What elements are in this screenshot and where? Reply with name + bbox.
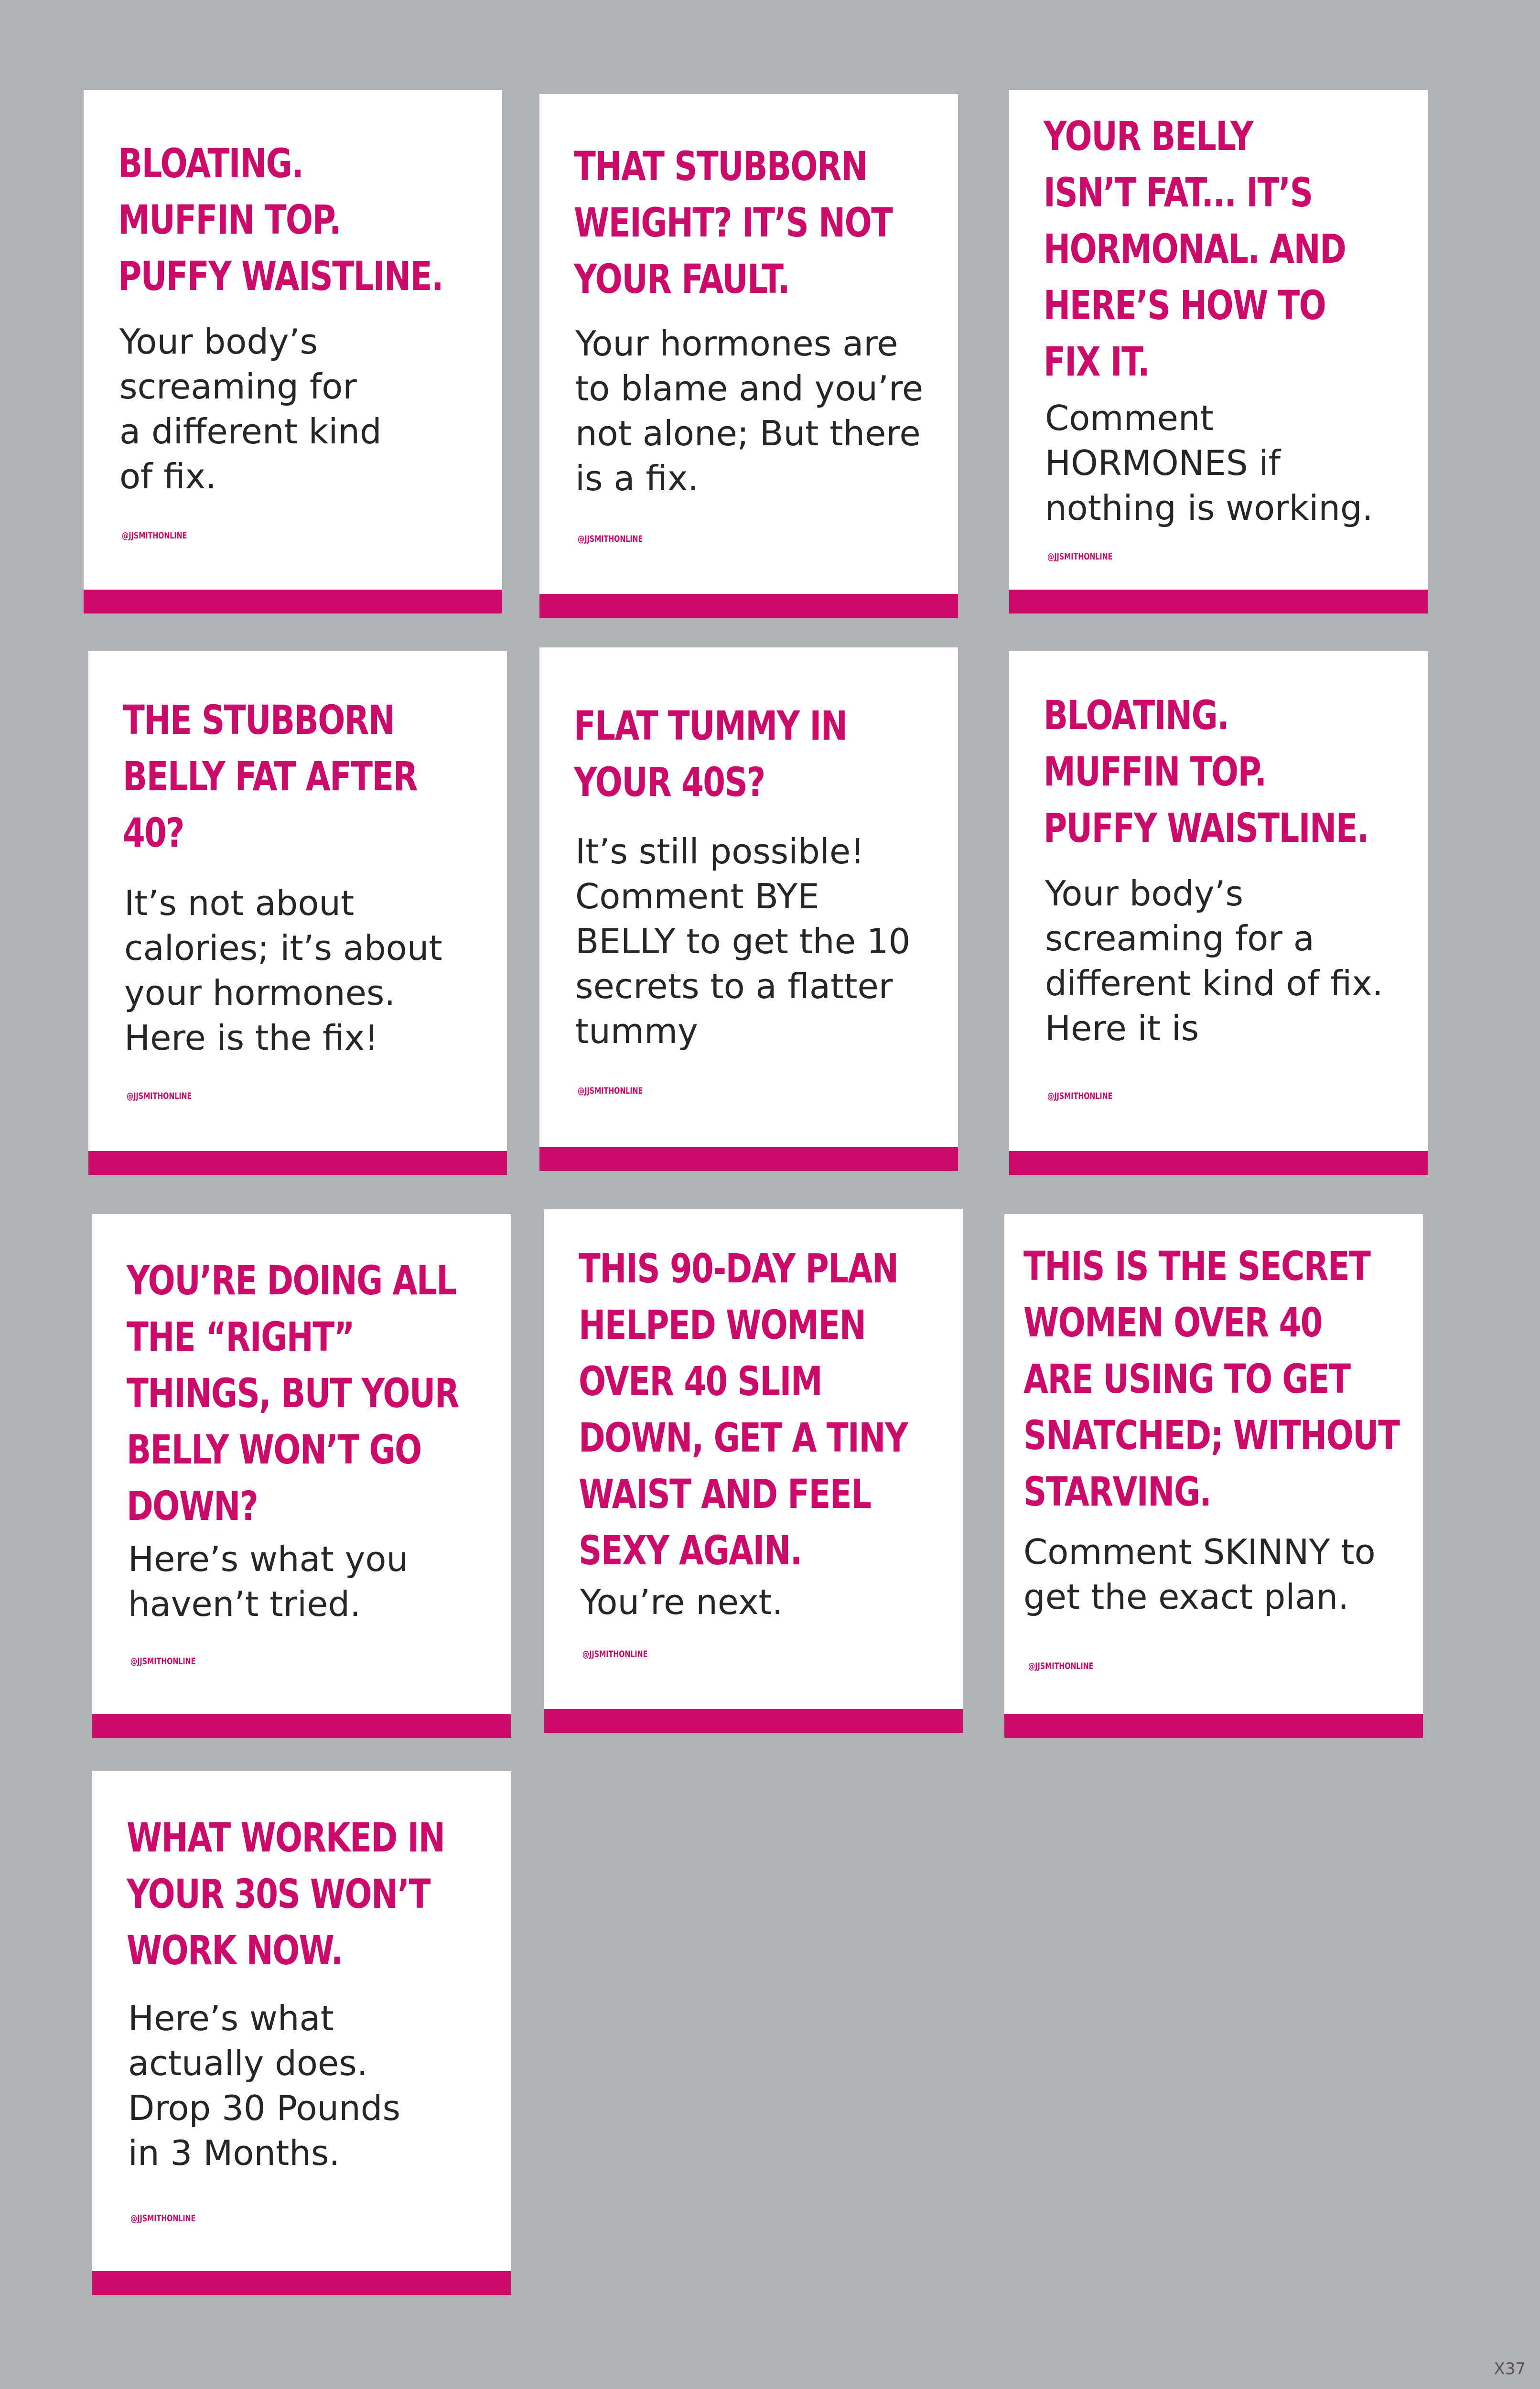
- post-card-1: [84, 90, 502, 613]
- card-headline: FLAT TUMMY IN YOUR 40S?: [574, 702, 847, 806]
- post-card-10: [92, 1771, 511, 2295]
- social-handle: @JJSMITHONLINE: [130, 1656, 196, 1667]
- card-body: It’s still possible! Comment BYE BELLY to get the 10 secrets to a flatter tummy: [575, 831, 911, 1051]
- accent-bar: [1004, 1714, 1423, 1738]
- card-headline: BLOATING. MUFFIN TOP. PUFFY WAISTLINE.: [118, 140, 443, 300]
- social-handle: @JJSMITHONLINE: [130, 2213, 196, 2224]
- post-card-7: [92, 1214, 511, 1738]
- post-card-2: [539, 94, 958, 618]
- post-card-4: [88, 651, 507, 1175]
- post-card-3: [1009, 90, 1428, 613]
- accent-bar: [1009, 590, 1428, 613]
- card-headline: THIS 90-DAY PLAN HELPED WOMEN OVER 40 SLIM DOWN, GET A TINY WAIST AND FEEL SEXY AGAIN.: [579, 1245, 908, 1574]
- card-body: Here’s what you haven’t tried.: [128, 1539, 409, 1624]
- social-handle: @JJSMITHONLINE: [582, 1649, 648, 1659]
- page-number: X37: [1494, 2359, 1526, 2378]
- post-card-6: [1009, 651, 1428, 1175]
- accent-bar: [92, 1714, 511, 1738]
- card-body: Comment HORMONES if nothing is working.: [1045, 398, 1373, 528]
- accent-bar: [92, 2271, 511, 2295]
- accent-bar: [88, 1151, 507, 1175]
- accent-bar: [544, 1709, 963, 1733]
- card-headline: THIS IS THE SECRET WOMEN OVER 40 ARE USING TO GET SNATCHED; WITHOUT STARVING.: [1023, 1243, 1400, 1515]
- card-body: Your body’s screaming for a different kind of fix. Here it is: [1045, 873, 1383, 1048]
- social-handle: @JJSMITHONLINE: [578, 1086, 643, 1096]
- card-headline: THAT STUBBORN WEIGHT? IT’S NOT YOUR FAULT.: [574, 143, 893, 302]
- accent-bar: [1009, 1151, 1428, 1175]
- post-card-8: [544, 1209, 963, 1733]
- social-handle: @JJSMITHONLINE: [1047, 551, 1113, 562]
- social-handle: @JJSMITHONLINE: [1047, 1091, 1113, 1101]
- card-headline: THE STUBBORN BELLY FAT AFTER 40?: [123, 697, 417, 856]
- card-body: Your body’s screaming for a different kind of fix.: [119, 322, 382, 496]
- social-handle: @JJSMITHONLINE: [1028, 1661, 1094, 1671]
- card-body: It’s not about calories; it’s about your hormones. Here is the fix!: [124, 883, 442, 1058]
- accent-bar: [539, 1147, 958, 1171]
- social-handle: @JJSMITHONLINE: [127, 1091, 192, 1101]
- post-card-5: [539, 647, 958, 1171]
- card-headline: YOUR BELLY ISN’T FAT... IT’S HORMONAL. AND HERE’S HOW TO FIX IT.: [1044, 113, 1346, 385]
- card-body: You’re next.: [580, 1582, 783, 1622]
- card-headline: WHAT WORKED IN YOUR 30S WON’T WORK NOW.: [127, 1814, 445, 1974]
- card-body: Here’s what actually does. Drop 30 Pounds in 3 Months.: [128, 1998, 400, 2173]
- card-body: Your hormones are to blame and you’re not alone; But there is a fix.: [575, 323, 924, 498]
- accent-bar: [539, 594, 958, 618]
- accent-bar: [84, 590, 502, 613]
- card-headline: BLOATING. MUFFIN TOP. PUFFY WAISTLINE.: [1044, 692, 1368, 851]
- post-card-9: [1004, 1214, 1423, 1738]
- social-handle: @JJSMITHONLINE: [122, 530, 187, 541]
- card-body: Comment SKINNY to get the exact plan.: [1023, 1532, 1376, 1617]
- card-headline: YOU’RE DOING ALL THE “RIGHT” THINGS, BUT YOUR BELLY WON’T GO DOWN?: [127, 1257, 459, 1529]
- social-handle: @JJSMITHONLINE: [578, 534, 643, 544]
